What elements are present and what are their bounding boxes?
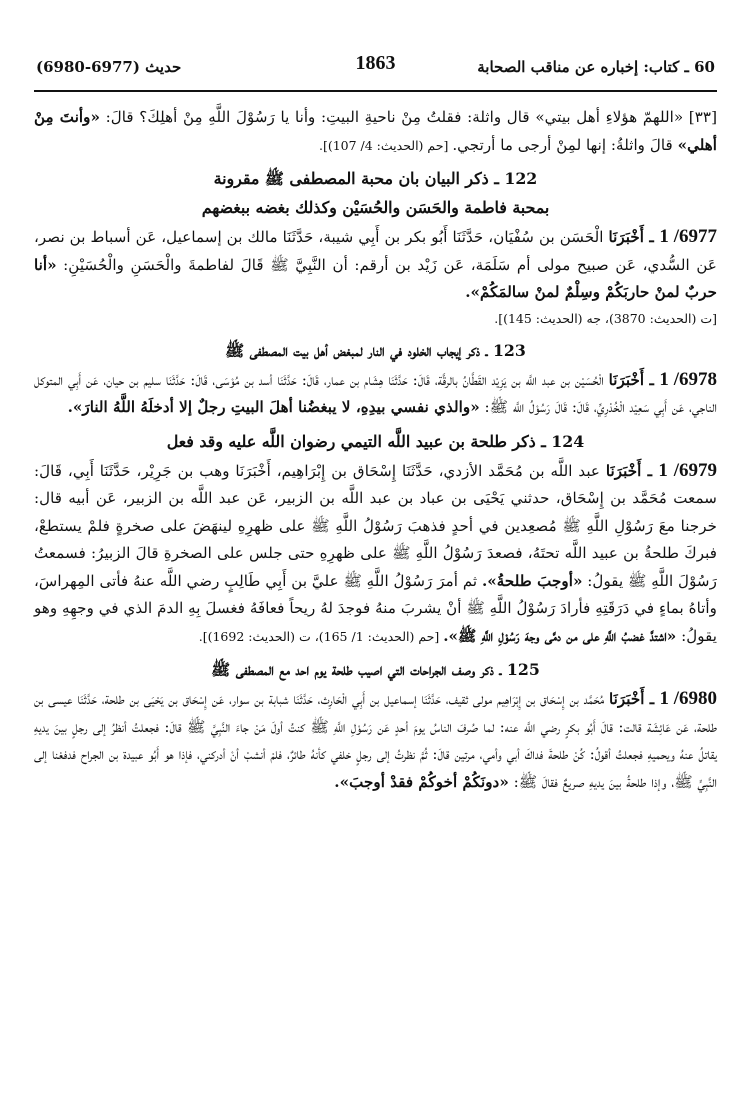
- hadith-number: 6979/ 1: [658, 459, 717, 481]
- isnad-text: الْحَسَن بن سُفْيَان، حَدَّثَنَا أَبُو بكر بن أَبِي شيبة، حَدَّثَنَا مالك بن إسماعيل، عَن أسباط بن نصر، عَن السُّدي، عَن صبيح مولى أم سَلَمَة، عَن زَيْد بن أرقم: أن النَّبِيَّ ﷺ قَالَ لفاطمةَ والْحَسَنِ والْحُسَيْنِ:: [34, 228, 717, 274]
- isnad-text: عبد اللَّه بن مُحَمَّد الأزدي، حَدَّثَنَا إِسْحَاق بن إِبْرَاهِيم، أَخْبَرَنَا وهب بن جَرِيْر، حَدَّثَنَا أَبِي، قَالَ: سمعت مُحَمَّد بن إِسْحَاق، حدثني يَحْيَى بن عباد بن عبد اللَّه بن الزبير، عَن عبد اللَّه بن الزبير، عَن أبيه قال: خرجنا معَ رَسُوْلِ اللَّهِ ﷺ مُصعِدين في أحدٍ فذهبَ رَسُوْلُ اللَّهِ ﷺ على ظهرِهِ لينهَضَ على صخرةٍ فلمْ يستطعْ، فبركَ طلحةُ بن عبيد اللَّه تحتَهُ، فصعدَ رَسُوْلُ اللَّهِ ﷺ على ظهرِهِ حتى جلس على الصخرةِ قالَ الزبيرُ: فسمعتُ رَسُوْلَ اللَّهِ ﷺ يقولُ:: [34, 461, 717, 590]
- page-body: [34, 104, 717, 796]
- section-heading-122: 122 ـ ذكر البيان بان محبة المصطفى ﷺ مقرونة: [213, 169, 538, 188]
- akhbarana: ـ أَخْبَرَنَا: [608, 228, 660, 246]
- isnad-text: مُحَمَّد بن إِسْحَاق بن إِبْرَاهِيم مولى ثقيف، حَدَّثَنَا إسماعيل بن أَبِي الْحَارِث، حَدَّثَنَا شبابة بن سوار، عَن إِسْحَاق بن يَحْيَى بن طلحة، حَدَّثَنَا عيسى بن طلحة، عَن عَائِشَة قالت: قالَ أَبُو بكرٍ رضي اللَّه عنه: لما صُرفَ الناسُ يومَ أحدٍ عَن رَسُوْلِ اللَّهِ ﷺ كنتُ أولَ مَنْ جاءَ النَّبِيَّ ﷺ قالَ: فجعلتُ أنظرُ إلى رجلٍ بينَ يديهِ يقاتلُ عنهُ ويحميهِ فجعلتُ أقولُ: كُنْ طلحةَ فداكَ أبي وأمي، مرتين قالَ: ثُمَّ نظرتُ إلى رجلٍ خلفي كأنهُ طائرٌ، فلمْ أنشبْ أنْ أدركني، فإذا هو أَبُو عبيدة بن الجراح فدفعْنا إلى النَّبِيِّ ﷺ، وإذا طلحةُ بينَ يديهِ صريعٌ فقالَ ﷺ:: [34, 690, 717, 791]
- hadith-6978: [34, 366, 717, 422]
- quote: «وأنتَ مِنْ أهلي»: [34, 108, 717, 154]
- quote: «أنا حربٌ لمنْ حاربَكُمْ وسِلْمٌ لمنْ سالمَكُمْ».: [34, 255, 717, 301]
- quote: «دونَكُمْ أخوكُمْ فقدْ أوجبَ».: [334, 772, 509, 791]
- hadith-6977: [34, 223, 717, 307]
- reference: [حم (الحديث: 1/ 165)، ت (الحديث: 1692)].: [198, 628, 444, 644]
- hadith-number: 6978/ 1: [659, 368, 717, 390]
- quote: «اشتدَّ غضبُ اللَّهِ على من دمَّى وجهَ رَسُوْلِ اللَّهِ ﷺ».: [443, 626, 677, 645]
- hadith-6979: [34, 457, 717, 651]
- section-heading-123: 123 ـ ذكر إيجاب الخلود في النار لمبغض أهل بيت المصطفى ﷺ: [225, 340, 526, 360]
- page-number: 1863: [355, 52, 396, 74]
- akhbarana: ـ أَخْبَرَنَا: [605, 461, 659, 480]
- continued-text: [٣٣] «اللهمّ هؤلاءِ أهل بيتي» قال واثلة: فقلتُ مِنْ ناحيةِ البيتِ: وأنا يا رَسُوْلَ اللَّهِ مِنْ أهلِكَ؟ قالَ:: [105, 108, 717, 126]
- hadith-range: حديث (6977-6980): [36, 58, 182, 76]
- section-heading-122-cont: بمحبة فاطمة والحَسَن والحُسَيْن وكذلك بغضه ببغضهم: [201, 198, 550, 217]
- continued-text-2: قالَ واثلةُ: إنها لمِنْ أرجى ما أرتجي.: [452, 135, 678, 154]
- matn-text: ثم أمرَ رَسُوْلُ اللَّهِ ﷺ عليَّ بن أَبِي طَالِبٍ رضي اللَّه عنهُ فأتى المِهراسَ، وأتاهُ بماءٍ في دَرَقَتِهِ فأرادَ رَسُوْلُ اللَّهِ ﷺ أنْ يشربَ منهُ فوجدَ لهُ ريحاً فعافَهُ فغسلَ بِهِ الدمَ الذي في وجهِهِ وهو يقولُ:: [33, 571, 717, 645]
- hadith-number: 6977/ 1: [659, 226, 718, 247]
- reference: [ت (الحديث: 3870)، جه (الحديث: 145)].: [494, 310, 717, 326]
- continued-hadith: [34, 104, 717, 159]
- chapter-title: 60 ـ كتاب: إخباره عن مناقب الصحابة: [477, 58, 715, 76]
- quote: «أوجبَ طلحةُ».: [481, 571, 583, 590]
- header-rule: [34, 90, 717, 92]
- akhbarana: ـ أَخْبَرَنَا: [609, 690, 660, 708]
- hadith-6980: [34, 685, 717, 796]
- hadith-number: 6980/ 1: [659, 688, 718, 709]
- quote: «والذي نفسي بيدِهِ، لا يبغضُنا أهلَ البيتِ رجلٌ إلا أدخلَهُ اللَّهُ النارَ».: [67, 398, 480, 416]
- running-header: [36, 52, 715, 82]
- section-heading-125: 125 ـ ذكر وصف الجراحات التي اصيب طلحة يوم احد مع المصطفى ﷺ: [211, 660, 540, 679]
- akhbarana: ـ أَخْبَرَنَا: [608, 370, 660, 389]
- section-heading-124: 124 ـ ذكر طلحة بن عبيد اللَّه التيمي رضوان اللَّه عليه وقد فعل: [166, 431, 585, 451]
- isnad-text: الْحُسَيْن بن عبد اللَّه بن يَزِيْد القَطَّانُ بالرقَّة، قَالَ: حَدَّثَنَا هِشَام بن عمار، قَالَ: حَدَّثَنَا أسد بن مُوْسَى، قَالَ: حَدَّثَنَا سليم بن حيان، عَن أَبِي المتوكل الناجي، عَن أَبِي سَعِيْد الْخُدْرِيِّ، قَالَ: قَالَ رَسُوْلُ اللَّه ﷺ:: [34, 370, 717, 416]
- reference: [حم (الحديث: 4/ 107)].: [318, 137, 453, 153]
